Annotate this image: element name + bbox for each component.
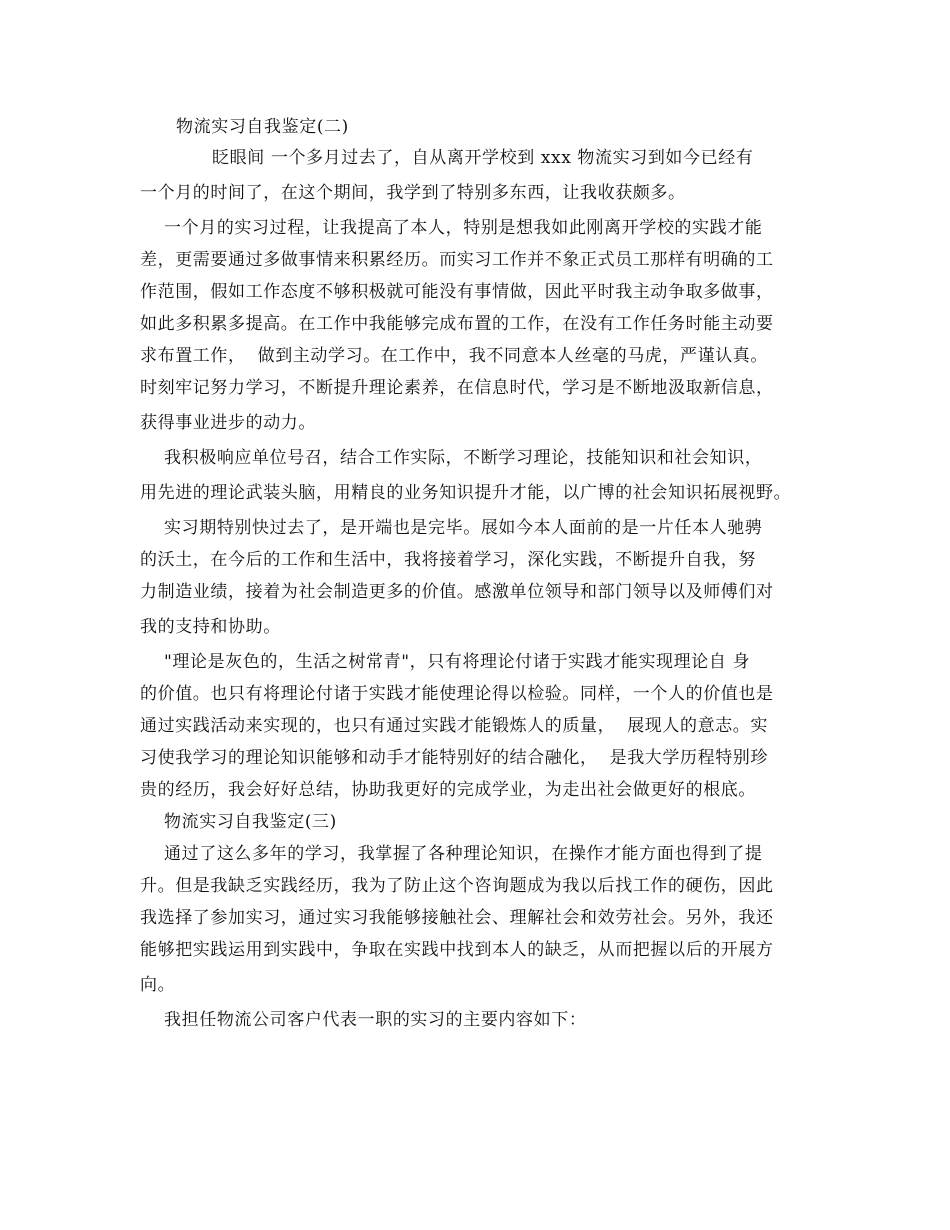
text-line: 我积极响应单位号召，结合工作实际，不断学习理论，技能知识和社会知识， — [140, 448, 763, 468]
text-line: 通过了这么多年的学习，我掌握了各种理论知识，在操作才能方面也得到了提 — [140, 844, 763, 864]
text-line: 眨眼间 一个多月过去了，自从离开学校到 xxx 物流实习到如今已经有 — [140, 148, 754, 168]
text-line: 我担任物流公司客户代表一职的实习的主要内容如下： — [140, 1010, 587, 1030]
text-line: "理论是灰色的，生活之树常青"，只有将理论付诸于实践才能实现理论自 身 — [140, 652, 751, 672]
section-heading-3: 物流实习自我鉴定(三) — [140, 812, 337, 832]
text-line: 我选择了参加实习，通过实习我能够接触社会、理解社会和效劳社会。另外，我还 — [140, 908, 774, 928]
text-line: 作范围，假如工作态度不够积极就可能没有事情做，因此平时我主动争取多做事， — [140, 282, 774, 302]
document-body — [140, 112, 820, 1036]
text-line: 差，更需要通过多做事情来积累经历。而实习工作并不象正式员工那样有明确的工 — [140, 250, 774, 270]
text-line: 一个月的实习过程，让我提高了本人，特别是想我如此刚离开学校的实践才能 — [140, 218, 763, 238]
text-line: 求布置工作， 做到主动学习。在工作中，我不同意本人丝毫的马虎，严谨认真。 — [140, 346, 769, 366]
text-line: 的沃土，在今后的工作和生活中，我将接着学习，深化实践，不断提升自我，努 — [140, 550, 756, 570]
text-line: 的价值。也只有将理论付诸于实践才能使理论得以检验。同样，一个人的价值也是 — [140, 684, 774, 704]
text-line: 能够把实践运用到实践中，争取在实践中找到本人的缺乏，从而把握以后的开展方 — [140, 940, 774, 960]
text-line: 向。 — [140, 975, 176, 995]
text-line: 贵的经历，我会好好总结，协助我更好的完成学业，为走出社会做更好的根底。 — [140, 780, 756, 800]
text-line: 一个月的时间了，在这个期间，我学到了特别多东西，让我收获颇多。 — [140, 183, 686, 203]
text-line: 用先进的理论武装头脑，用精良的业务知识提升才能，以广博的社会知识拓展视野。 — [140, 483, 792, 503]
text-line: 如此多积累多提高。在工作中我能够完成布置的工作，在没有工作任务时能主动要 — [140, 314, 774, 334]
text-line: 习使我学习的理论知识能够和动手才能特别好的结合融化， 是我大学历程特别珍 — [140, 748, 769, 768]
text-line: 我的支持和协助。 — [140, 617, 281, 637]
text-line: 时刻牢记努力学习，不断提升理论素养，在信息时代，学习是不断地汲取新信息， — [140, 378, 774, 398]
section-heading-2: 物流实习自我鉴定(二) — [140, 117, 349, 137]
text-line: 通过实践活动来实现的，也只有通过实践才能锻炼人的质量， 展现人的意志。实 — [140, 716, 769, 736]
text-line: 升。但是我缺乏实践经历，我为了防止这个咨询题成为我以后找工作的硬伤，因此 — [140, 876, 774, 896]
text-line: 实习期特别快过去了，是开端也是完毕。展如今本人面前的是一片任本人驰骋 — [140, 518, 763, 538]
text-line: 获得事业进步的动力。 — [140, 413, 316, 433]
text-line: 力制造业绩，接着为社会制造更多的价值。感激单位领导和部门领导以及师傅们对 — [140, 582, 774, 602]
